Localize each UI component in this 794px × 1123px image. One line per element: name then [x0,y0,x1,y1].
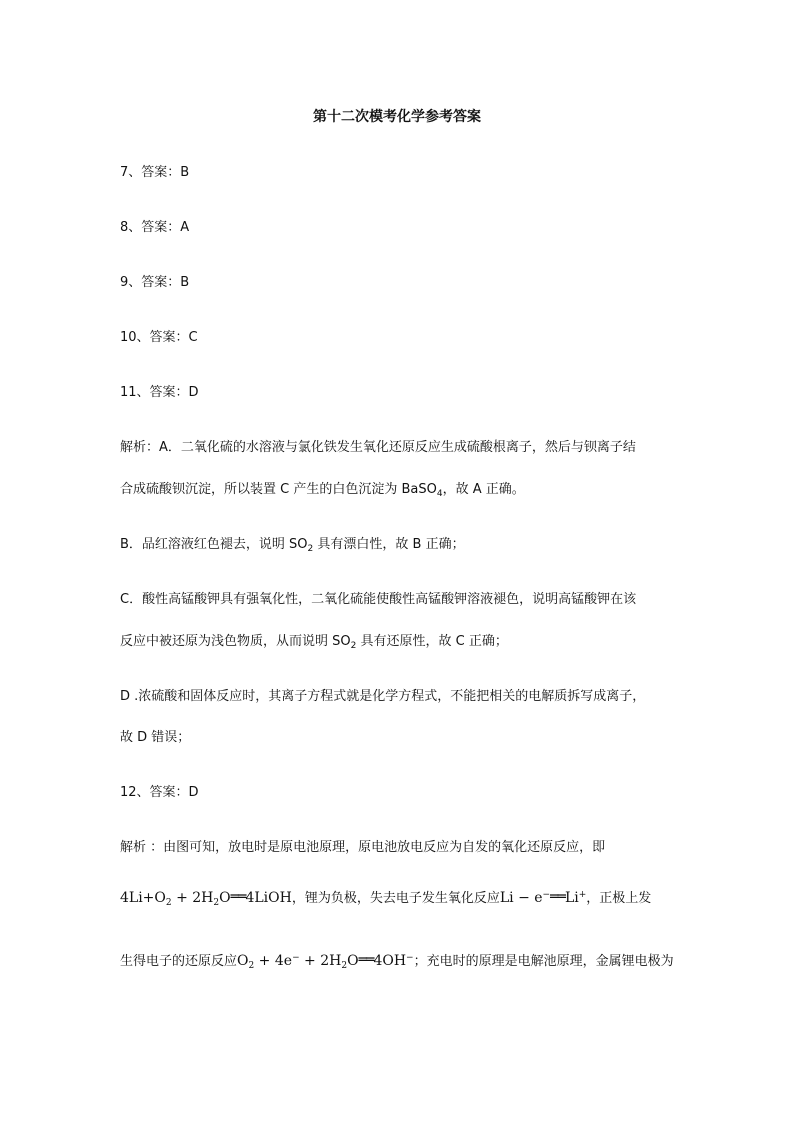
analysis-a-line2-post: ，故 A 正确。 [442,482,525,497]
answer-8: 8、答案：A [120,220,190,235]
eq2-equals-sign: ══ [550,889,565,905]
analysis-b-pre: B．品红溶液红色褪去，说明 SO [120,537,308,552]
eq3-sup-e: − [406,953,414,963]
eq3-part-c: + 2H [299,953,342,969]
analysis-c-line2-post: 具有还原性，故 C 正确； [356,634,508,649]
analysis-c-line1: C．酸性高锰酸钾具有强氧化性，二氧化硫能使酸性高锰酸钾溶液褪色，说明高锰酸钾在该 [120,592,637,607]
analysis-c-line2 [120,633,508,655]
eq1-part-b: + 2H [171,890,214,906]
analysis-b [120,536,465,558]
answer-7: 7、答案：B [120,165,190,180]
answer-12: 12、答案：D [120,785,199,800]
analysis-12-mid: ，锂为负极，失去电子发生氧化反应 [291,891,500,906]
analysis-a-line2 [120,481,525,503]
analysis-12-line3 [120,949,674,975]
analysis-c-line2-sub: 2 [350,641,357,651]
answer-11: 11、答案：D [120,385,199,400]
eq3-sub-a: 2 [248,961,255,971]
equation-cathode [237,953,414,969]
equation-anode [500,890,586,906]
eq3-sub-c: 2 [341,961,348,971]
analysis-b-sub: 2 [307,544,314,554]
eq3-part-b: + 4e [254,953,293,969]
analysis-12-tail: ，正极上发 [586,891,652,906]
eq3-part-e: 4OH [373,953,407,969]
analysis-12-line3-pre: 生得电子的还原反应 [120,954,238,969]
document-title: 第十二次模考化学参考答案 [313,109,481,125]
analysis-b-post: 具有漂白性，故 B 正确； [313,537,465,552]
answer-9: 9、答案：B [120,275,190,290]
analysis-d-line2: 故 D 错误； [120,730,191,745]
eq1-part-c: O [219,890,231,906]
analysis-c-line2-pre: 反应中被还原为浅色物质，从而说明 SO [120,634,351,649]
eq3-sup-b: − [292,953,300,963]
eq2-part-b: Li [564,890,579,906]
analysis-a-line2-pre: 合成硫酸钡沉淀，所以装置 C 产生的白色沉淀为 BaSO [120,482,437,497]
analysis-12-line3-post: ；充电时的原理是电解池原理，金属锂电极为 [413,954,674,969]
eq3-equals-sign: ══ [358,952,374,968]
eq2-part-a: Li − e [499,890,543,906]
eq1-equals-sign: ══ [230,889,246,905]
eq3-part-d: O [347,953,359,969]
equation-discharge [120,890,292,906]
eq1-part-a: 4Li+O [120,890,166,906]
analysis-12-line1: 解析 ：由图可知，放电时是原电池原理，原电池放电反应为自发的氧化还原反应，即 [120,840,606,855]
eq1-sub-a: 2 [165,898,172,908]
analysis-a-line2-sub: 4 [436,489,443,499]
analysis-d-line1: D .浓硫酸和固体反应时，其离子方程式就是化学方程式，不能把相关的电解质拆写成离子， [120,689,646,704]
eq2-sup-b: + [578,890,587,900]
analysis-a-line1: 解析：A．二氧化硫的水溶液与氯化铁发生氧化还原反应生成硫酸根离子，然后与钡离子结 [120,440,636,455]
eq3-part-a: O [237,953,249,969]
eq2-sup-a: − [542,890,551,900]
answer-10: 10、答案：C [120,330,198,345]
eq1-sub-b: 2 [213,898,220,908]
analysis-12-line2 [120,886,651,912]
eq1-part-d: 4LiOH [245,890,292,906]
